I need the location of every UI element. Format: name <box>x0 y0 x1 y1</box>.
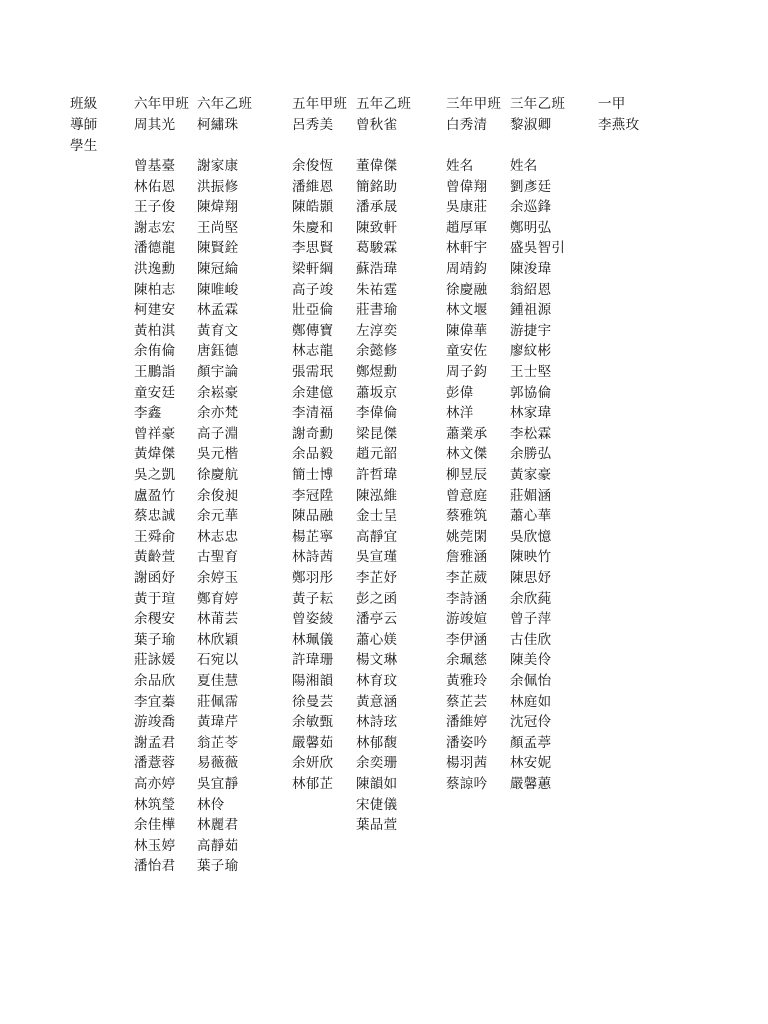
student-name: 夏佳慧 <box>197 673 239 689</box>
student-name: 余俊昶 <box>197 487 239 504</box>
student-name: 潘亭云 <box>356 611 398 628</box>
student-name: 顏宇論 <box>197 364 239 380</box>
student-name: 潘維婷 <box>446 714 488 731</box>
student-name: 彭之函 <box>356 590 398 607</box>
student-name: 鄭明弘 <box>510 219 552 236</box>
student-name: 吳宜靜 <box>197 776 239 792</box>
student-name: 潘承晟 <box>356 199 398 216</box>
student-name: 余妍欣 <box>292 755 334 772</box>
student-name: 葛駿霖 <box>356 240 398 257</box>
student-name: 吳之凱 <box>134 467 176 483</box>
student-name: 潘維恩 <box>292 178 334 195</box>
student-name: 盛吳智引 <box>510 240 566 257</box>
student-name: 姓名 <box>510 158 538 174</box>
student-name: 莊媚涵 <box>510 487 552 504</box>
student-name: 吳宣瑾 <box>356 549 398 566</box>
student-name: 林家瑋 <box>510 405 552 422</box>
student-name: 陳煒翔 <box>197 199 239 216</box>
student-name: 余稷安 <box>134 611 176 628</box>
student-name: 郭協倫 <box>510 384 552 401</box>
student-name: 許哲瑋 <box>356 467 398 483</box>
student-name: 周子鈞 <box>446 364 488 380</box>
class-teacher: 李燕玫 <box>598 117 640 133</box>
student-name: 余佩怡 <box>510 673 552 689</box>
student-name: 李偉倫 <box>356 405 398 422</box>
student-name: 林文傑 <box>446 446 488 463</box>
student-name: 潘姿吟 <box>446 734 488 751</box>
student-name: 黃意涵 <box>356 693 398 710</box>
class-teacher: 周其光 <box>134 117 176 133</box>
student-name: 朱祐霆 <box>356 281 398 298</box>
student-name: 嚴馨茹 <box>292 734 334 751</box>
student-name: 黃齡萱 <box>134 549 176 566</box>
class-teacher: 白秀清 <box>446 117 488 133</box>
student-name: 黃柏淇 <box>134 322 176 339</box>
class-teacher: 曾秋雀 <box>356 117 398 133</box>
student-name: 莊詠媛 <box>134 652 176 669</box>
student-name: 蘇浩瑋 <box>356 261 398 277</box>
student-name: 易薇薇 <box>197 755 239 772</box>
student-name: 葉子瑜 <box>134 631 176 648</box>
student-name: 洪逸勳 <box>134 261 176 277</box>
student-name: 陳泓維 <box>356 487 398 504</box>
class-name: 六年乙班 <box>197 96 253 112</box>
student-name: 余品毅 <box>292 446 334 463</box>
student-name: 曾意庭 <box>446 487 488 504</box>
student-name: 金士呈 <box>356 508 398 525</box>
student-name: 高靜宜 <box>356 528 398 545</box>
student-name: 鄭育婷 <box>197 590 239 607</box>
student-name: 潘德龍 <box>134 240 176 257</box>
student-name: 童安佐 <box>446 343 488 360</box>
row-label-class: 班級 <box>70 96 98 112</box>
student-name: 陳思妤 <box>510 570 552 586</box>
student-name: 余元華 <box>197 508 239 525</box>
student-name: 陳冠綸 <box>197 261 239 277</box>
student-name: 王士堅 <box>510 364 552 380</box>
student-name: 游竣喬 <box>134 714 176 731</box>
class-name: 三年甲班 <box>446 96 502 112</box>
student-name: 高靜茹 <box>197 837 239 854</box>
student-name: 王鵬詣 <box>134 364 176 380</box>
student-name: 唐鈺德 <box>197 343 239 360</box>
student-name: 古聖育 <box>197 549 239 566</box>
student-name: 林詩玹 <box>356 714 398 731</box>
student-name: 童安廷 <box>134 384 176 401</box>
student-name: 蕭業承 <box>446 425 488 442</box>
student-name: 彭偉 <box>446 384 474 401</box>
student-name: 蔡諒吟 <box>446 776 488 792</box>
row-label-students: 學生 <box>70 138 98 154</box>
student-name: 謝奇勳 <box>292 425 334 442</box>
student-name: 洪振修 <box>197 178 239 195</box>
student-name: 柯建安 <box>134 302 176 319</box>
class-name: 五年乙班 <box>356 96 412 112</box>
student-name: 葉品萱 <box>356 817 398 834</box>
student-name: 林欣穎 <box>197 631 239 648</box>
student-name: 徐慶航 <box>197 467 239 483</box>
student-name: 柳昱辰 <box>446 467 488 483</box>
student-name: 李思賢 <box>292 240 334 257</box>
student-name: 陳韻如 <box>356 776 398 792</box>
student-name: 簡士博 <box>292 467 334 483</box>
student-name: 謝志宏 <box>134 219 176 236</box>
student-name: 余婷玉 <box>197 570 239 586</box>
class-teacher: 柯繡珠 <box>197 117 239 133</box>
student-name: 黃瑋芹 <box>197 714 239 731</box>
student-name: 林珮儀 <box>292 631 334 648</box>
student-name: 董偉傑 <box>356 158 398 174</box>
student-name: 林佑恩 <box>134 178 176 195</box>
student-name: 林麗君 <box>197 817 239 834</box>
student-name: 吳欣憶 <box>510 528 552 545</box>
student-name: 楊羽茜 <box>446 755 488 772</box>
student-name: 李芷妤 <box>356 570 398 586</box>
student-name: 林莆芸 <box>197 611 239 628</box>
student-name: 黃于瑄 <box>134 590 176 607</box>
student-name: 高子淵 <box>197 425 239 442</box>
student-name: 張需珉 <box>292 364 334 380</box>
student-name: 王尚堅 <box>197 219 239 236</box>
student-name: 游竣媗 <box>446 611 488 628</box>
student-name: 陳浚瑋 <box>510 261 552 277</box>
student-name: 林文堰 <box>446 302 488 319</box>
student-name: 余亦梵 <box>197 405 239 422</box>
student-name: 曾基臺 <box>134 158 176 174</box>
student-name: 楊芷寧 <box>292 528 334 545</box>
student-name: 游捷宇 <box>510 322 552 339</box>
student-name: 陳賢銓 <box>197 240 239 257</box>
student-name: 李芷葳 <box>446 570 488 586</box>
student-name: 姚莞閑 <box>446 528 488 545</box>
row-label-teacher: 導師 <box>70 117 98 133</box>
student-name: 翁紹恩 <box>510 281 552 298</box>
student-name: 林洋 <box>446 405 474 422</box>
class-teacher: 呂秀美 <box>292 117 334 133</box>
student-name: 黃雅玲 <box>446 673 488 689</box>
student-name: 吳元楷 <box>197 446 239 463</box>
student-name: 廖紋彬 <box>510 343 552 360</box>
student-name: 余巡鋒 <box>510 199 552 216</box>
student-name: 李冠陞 <box>292 487 334 504</box>
student-name: 蕭心華 <box>510 508 552 525</box>
student-name: 王舜俞 <box>134 528 176 545</box>
class-name: 一甲 <box>598 96 626 112</box>
student-name: 陳皓顥 <box>292 199 334 216</box>
student-name: 陳唯峻 <box>197 281 239 298</box>
student-name: 徐曼芸 <box>292 693 334 710</box>
student-name: 劉彥廷 <box>510 178 552 195</box>
student-name: 沈冠伶 <box>510 714 552 731</box>
student-name: 蔡忠誠 <box>134 508 176 525</box>
student-name: 王子俊 <box>134 199 176 216</box>
class-name: 三年乙班 <box>510 96 566 112</box>
student-name: 余建億 <box>292 384 334 401</box>
student-name: 黃煒傑 <box>134 446 176 463</box>
student-name: 林志忠 <box>197 528 239 545</box>
student-name: 余侑倫 <box>134 343 176 360</box>
student-name: 宋倢儀 <box>356 796 398 813</box>
student-name: 林軒宇 <box>446 240 488 257</box>
student-name: 盧盈竹 <box>134 487 176 504</box>
student-name: 翁芷苓 <box>197 734 239 751</box>
student-name: 吳康莊 <box>446 199 488 216</box>
student-name: 林庭如 <box>510 693 552 710</box>
student-name: 陽湘韻 <box>292 673 334 689</box>
student-name: 鄭煜勳 <box>356 364 398 380</box>
student-name: 李鑫 <box>134 405 162 422</box>
student-name: 陳美伶 <box>510 652 552 669</box>
student-name: 鄭傳寶 <box>292 322 334 339</box>
student-name: 林郁馥 <box>356 734 398 751</box>
student-name: 蕭坂京 <box>356 384 398 401</box>
student-name: 陳映竹 <box>510 549 552 566</box>
student-name: 謝函妤 <box>134 570 176 586</box>
student-name: 曾祥豪 <box>134 425 176 442</box>
student-name: 余懿修 <box>356 343 398 360</box>
student-name: 陳柏志 <box>134 281 176 298</box>
class-name: 六年甲班 <box>134 96 190 112</box>
class-name: 五年甲班 <box>292 96 348 112</box>
student-name: 林郁芷 <box>292 776 334 792</box>
student-name: 余奕珊 <box>356 755 398 772</box>
student-name: 梁昆傑 <box>356 425 398 442</box>
student-name: 林志龍 <box>292 343 334 360</box>
student-name: 林伶 <box>197 796 225 813</box>
student-name: 謝家康 <box>197 158 239 174</box>
student-name: 曾子萍 <box>510 611 552 628</box>
student-name: 陳偉華 <box>446 322 488 339</box>
student-name: 壯亞倫 <box>292 302 334 319</box>
student-name: 余敏甄 <box>292 714 334 731</box>
student-name: 林玉婷 <box>134 837 176 854</box>
student-name: 曾姿綾 <box>292 611 334 628</box>
student-name: 趙厚軍 <box>446 219 488 236</box>
student-name: 古佳欣 <box>510 631 552 648</box>
student-name: 李伊涵 <box>446 631 488 648</box>
student-name: 鍾祖源 <box>510 302 552 319</box>
student-name: 陳致軒 <box>356 219 398 236</box>
student-name: 楊文琳 <box>356 652 398 669</box>
student-name: 曾偉翔 <box>446 178 488 195</box>
student-name: 徐慶融 <box>446 281 488 298</box>
student-name: 余俊恆 <box>292 158 334 174</box>
student-name: 朱慶和 <box>292 219 334 236</box>
student-name: 黃子耘 <box>292 590 334 607</box>
student-name: 梁軒綱 <box>292 261 334 277</box>
student-name: 趙元韶 <box>356 446 398 463</box>
student-name: 石宛以 <box>197 652 239 669</box>
student-name: 蕭心媄 <box>356 631 398 648</box>
student-name: 蔡芷芸 <box>446 693 488 710</box>
student-name: 李詩涵 <box>446 590 488 607</box>
student-name: 林安妮 <box>510 755 552 772</box>
student-name: 莊佩霈 <box>197 693 239 710</box>
student-name: 顏孟葶 <box>510 734 552 751</box>
student-name: 莊書瑜 <box>356 302 398 319</box>
student-name: 高亦婷 <box>134 776 176 792</box>
student-name: 鄭羽彤 <box>292 570 334 586</box>
student-name: 余崧豪 <box>197 384 239 401</box>
student-name: 葉子瑜 <box>197 858 239 875</box>
student-name: 潘薏蓉 <box>134 755 176 772</box>
student-name: 黃育文 <box>197 322 239 339</box>
student-name: 謝孟君 <box>134 734 176 751</box>
student-name: 周靖鈞 <box>446 261 488 277</box>
student-name: 林筑瑩 <box>134 796 176 813</box>
student-name: 蔡雅筑 <box>446 508 488 525</box>
student-name: 李宜蓁 <box>134 693 176 710</box>
student-name: 左淳奕 <box>356 322 398 339</box>
student-name: 余勝弘 <box>510 446 552 463</box>
student-name: 陳品融 <box>292 508 334 525</box>
student-name: 余品欣 <box>134 673 176 689</box>
student-name: 嚴馨蕙 <box>510 776 552 792</box>
student-name: 余欣蒓 <box>510 590 552 607</box>
student-name: 簡銘助 <box>356 178 398 195</box>
student-name: 高子竣 <box>292 281 334 298</box>
student-name: 李松霖 <box>510 425 552 442</box>
student-name: 姓名 <box>446 158 474 174</box>
student-name: 余珮慈 <box>446 652 488 669</box>
student-name: 余佳樺 <box>134 817 176 834</box>
student-name: 林孟霖 <box>197 302 239 319</box>
student-name: 黃家豪 <box>510 467 552 483</box>
student-name: 詹雅涵 <box>446 549 488 566</box>
student-name: 許瑋珊 <box>292 652 334 669</box>
class-teacher: 黎淑卿 <box>510 117 552 133</box>
student-name: 林育玟 <box>356 673 398 689</box>
student-name: 潘怡君 <box>134 858 176 875</box>
student-name: 林詩茜 <box>292 549 334 566</box>
student-name: 李清福 <box>292 405 334 422</box>
